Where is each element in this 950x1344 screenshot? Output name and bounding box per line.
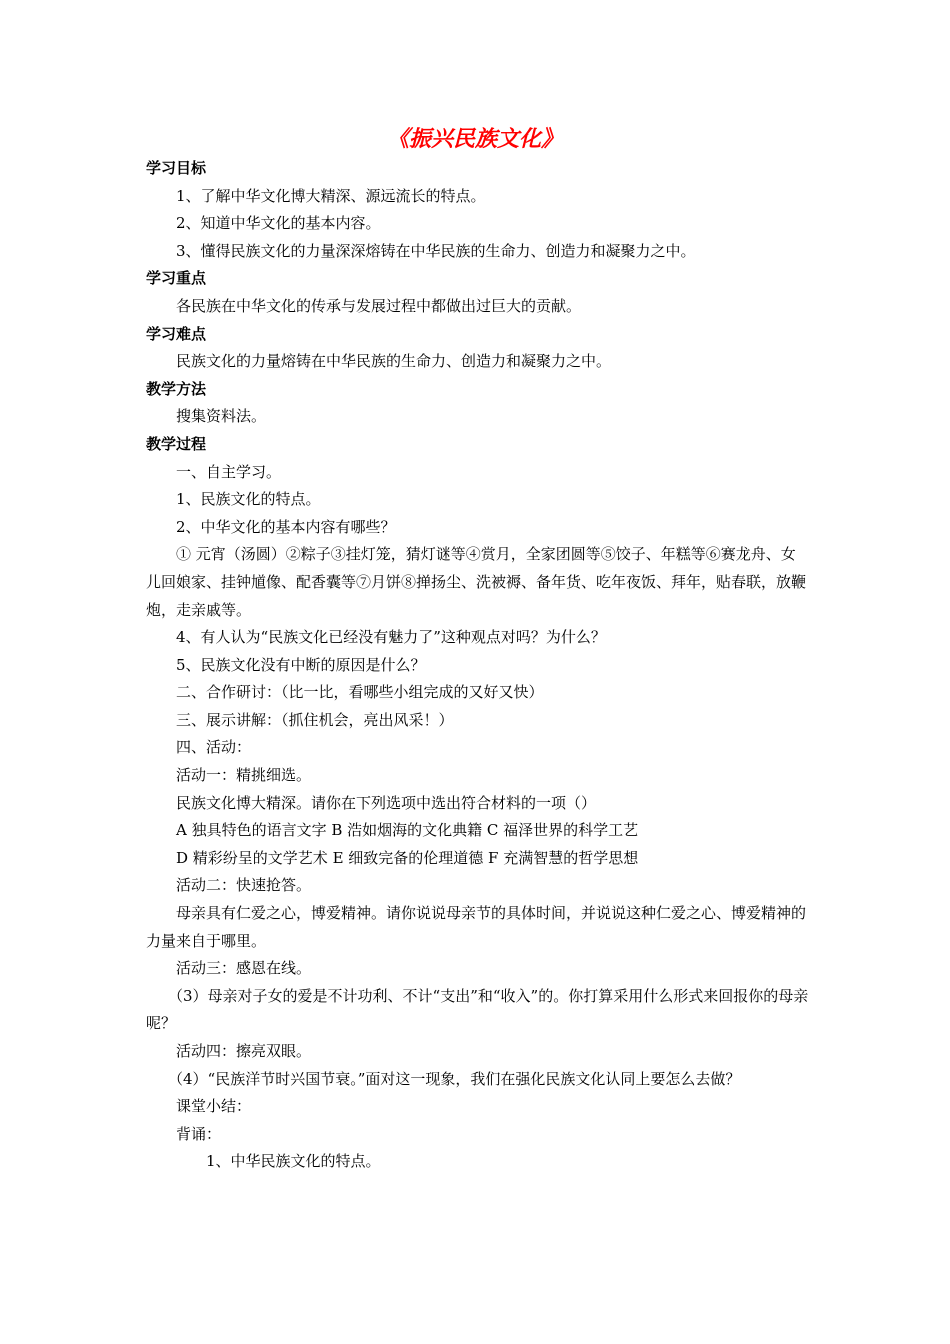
process-line: 活动二：快速抢答。	[176, 876, 312, 895]
process-line: 1、民族文化的特点。	[176, 490, 321, 509]
process-line: 5、民族文化没有中断的原因是什么？	[176, 655, 426, 674]
method-text: 搜集资料法。	[176, 407, 267, 426]
process-line: 二、合作研讨：（比一比，看哪些小组完成的又好又快）	[176, 683, 544, 702]
process-line: 四、活动：	[176, 738, 252, 757]
process-line: 1、中华民族文化的特点。	[206, 1152, 381, 1171]
process-line: ① 元宵（汤圆）②粽子③挂灯笼，猜灯谜等④赏月，全家团圆等⑤饺子、年糕等⑥赛龙舟、女儿回娘家、挂钟馗像、配香囊等⑦月饼⑧掸扬尘、洗被褥、备年货、吃年夜饭、拜年，贴春联，放鞭炮，走亲戚等。	[146, 545, 807, 619]
key-heading: 学习重点	[146, 269, 207, 288]
process-line: 课堂小结：	[176, 1097, 252, 1116]
process-line: 活动一：精挑细选。	[176, 766, 312, 785]
process-line: （4）“民族洋节时兴国节衰。”面对这一现象，我们在强化民族文化认同上要怎么去做？	[168, 1069, 741, 1088]
process-line: 4、有人认为“民族文化已经没有魅力了”这种观点对吗？为什么？	[176, 628, 606, 647]
goals-heading: 学习目标	[146, 159, 207, 177]
goal-item: 2、知道中华文化的基本内容。	[176, 214, 381, 233]
document-body	[146, 155, 810, 1176]
process-line: 母亲具有仁爱之心，博爱精神。请你说说母亲节的具体时间，并说说这种仁爱之心、博爱精神的力量来自于哪里。	[146, 904, 807, 950]
process-line: A 独具特色的语言文字 B 浩如烟海的文化典籍 C 福泽世界的科学工艺	[176, 821, 639, 840]
process-line: 2、中华文化的基本内容有哪些？	[176, 517, 396, 536]
process-heading: 教学过程	[146, 434, 207, 453]
goal-item: 1、了解中华文化博大精深、源远流长的特点。	[176, 186, 486, 205]
process-line: （3）母亲对子女的爱是不计功利、不计“支出”和“收入”的。你打算采用什么形式来回报你的母亲呢？	[146, 986, 809, 1033]
process-line: 民族文化博大精深。请你在下列选项中选出符合材料的一项（）	[176, 793, 597, 812]
process-line: 一、自主学习。	[176, 462, 282, 481]
difficulty-heading: 学习难点	[146, 324, 207, 343]
method-heading: 教学方法	[146, 379, 207, 398]
difficulty-text: 民族文化的力量熔铸在中华民族的生命力、创造力和凝聚力之中。	[176, 352, 612, 371]
process-line: 活动三：感恩在线。	[176, 959, 312, 978]
process-line: 背诵：	[176, 1124, 222, 1143]
process-line: 三、展示讲解：（抓住机会，亮出风采！）	[176, 710, 454, 729]
document-title: 《振兴民族文化》	[386, 127, 563, 152]
process-line: 活动四：擦亮双眼。	[176, 1042, 312, 1060]
goal-item: 3、懂得民族文化的力量深深熔铸在中华民族的生命力、创造力和凝聚力之中。	[176, 241, 696, 260]
key-text: 各民族在中华文化的传承与发展过程中都做出过巨大的贡献。	[176, 296, 582, 315]
process-line: D 精彩纷呈的文学艺术 E 细致完备的伦理道德 F 充满智慧的哲学思想	[176, 848, 639, 867]
